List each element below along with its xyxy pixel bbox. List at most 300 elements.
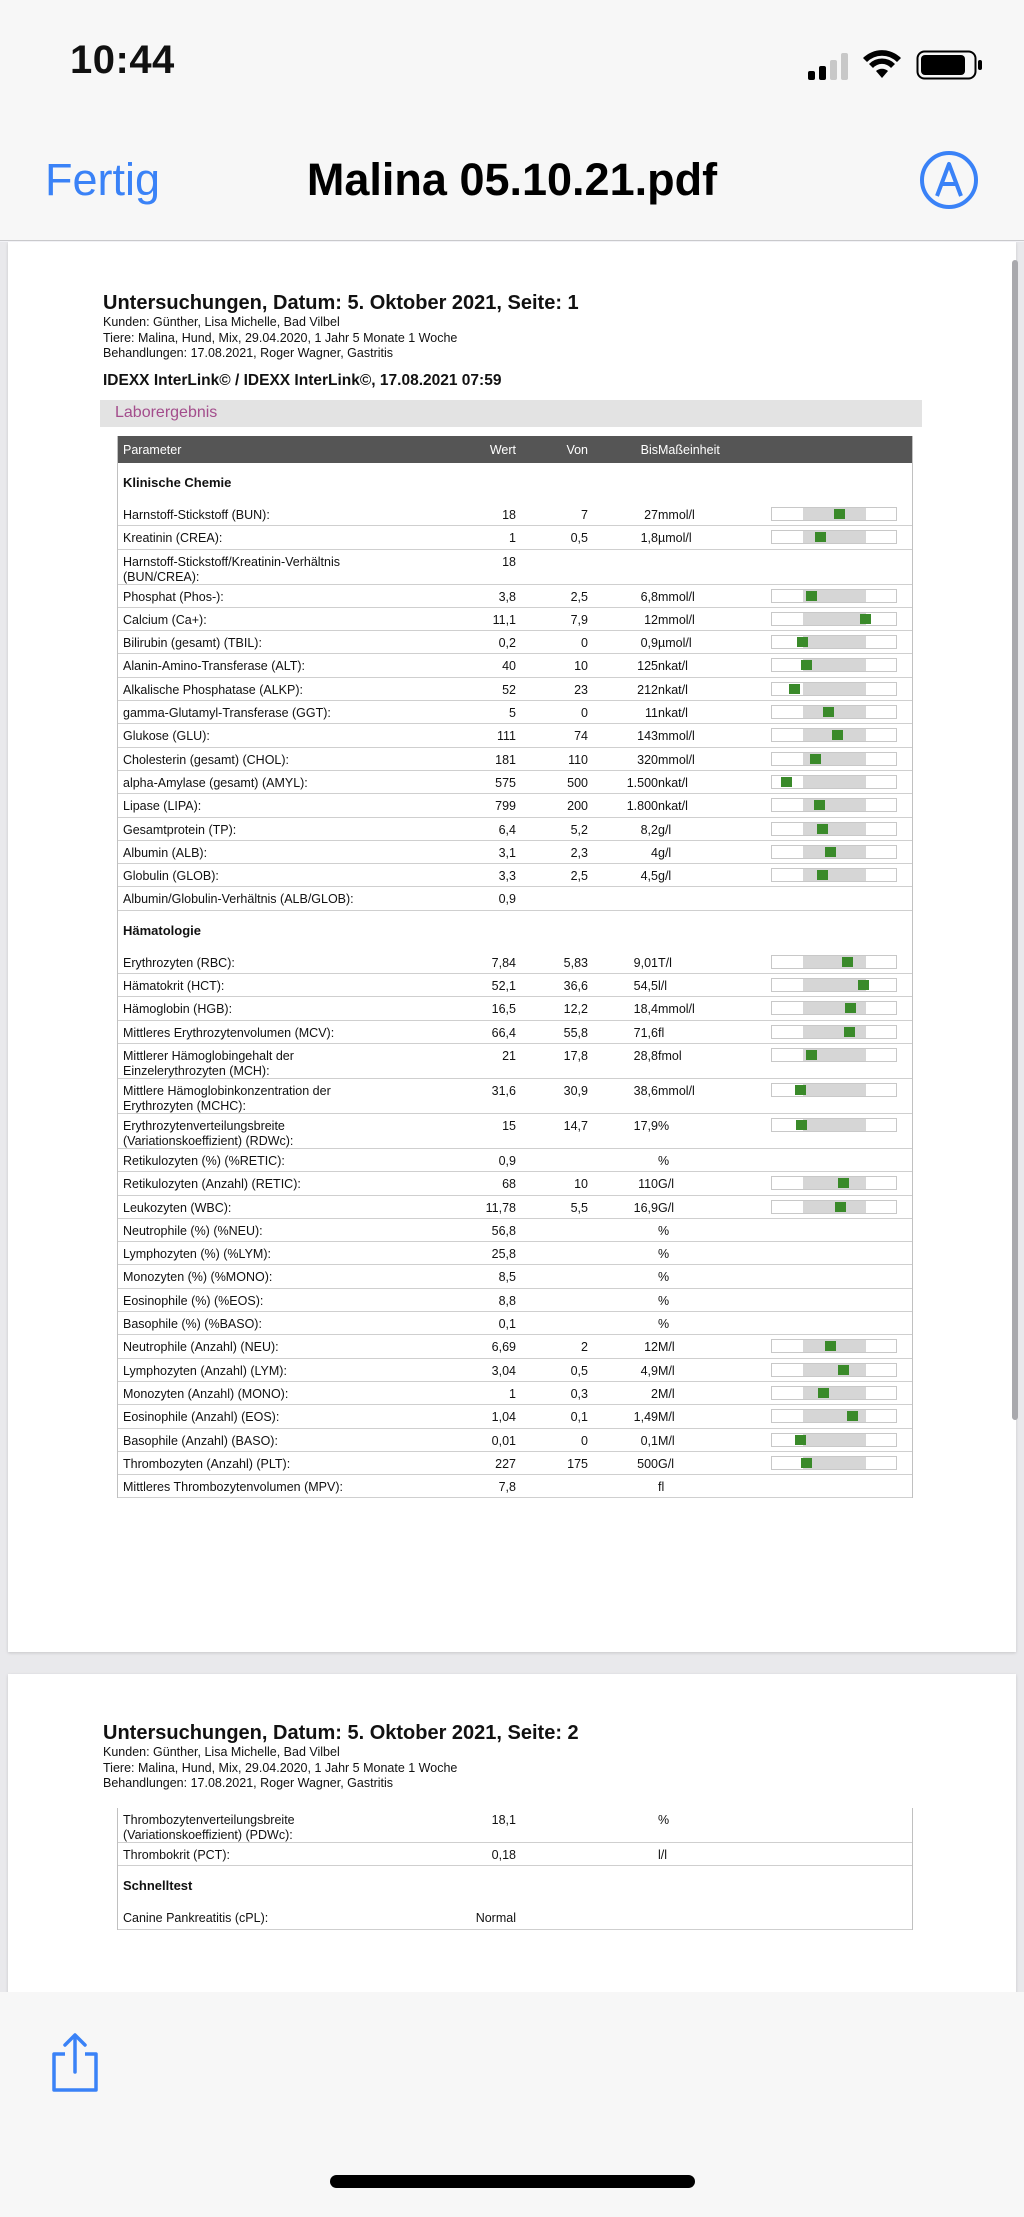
result-value: 52,1: [491, 979, 516, 994]
result-value: Normal: [475, 1911, 516, 1926]
parameter-name: Monozyten (Anzahl) (MONO):: [123, 1386, 289, 1401]
table-row: [118, 1289, 912, 1312]
range-gauge: [771, 1386, 897, 1400]
range-gauge: [771, 705, 897, 719]
reference-range: [803, 531, 866, 543]
result-value: 3,3: [498, 869, 516, 884]
table-row: [118, 585, 912, 608]
result-value: 5: [509, 706, 516, 721]
lab-source: IDEXX InterLink© / IDEXX InterLink©, 17.08.2021 07:59: [103, 372, 502, 389]
range-from: 7,9: [570, 612, 588, 627]
range-from: 0,5: [570, 531, 588, 546]
table-row: [118, 1196, 912, 1219]
unit: mmol/l: [658, 1002, 695, 1017]
table-row: [118, 1242, 912, 1265]
range-to: 6,8: [640, 589, 658, 604]
range-gauge: [771, 635, 897, 649]
parameter-name: Alkalische Phosphatase (ALKP):: [123, 682, 303, 697]
value-marker: [845, 1003, 856, 1013]
range-gauge: [771, 775, 897, 789]
parameter-name: Mittleres Thrombozytenvolumen (MPV):: [123, 1480, 343, 1495]
range-to: 320: [637, 752, 658, 767]
result-value: 1: [509, 531, 516, 546]
parameter-name: Thrombozyten (Anzahl) (PLT):: [123, 1456, 291, 1471]
parameter-name: Neutrophile (%) (%NEU):: [123, 1223, 263, 1238]
unit: nkat/l: [658, 706, 688, 721]
range-from: 0: [581, 706, 588, 721]
unit: %: [658, 1317, 670, 1332]
range-to: 38,6: [633, 1083, 658, 1098]
range-to: 12: [644, 612, 658, 627]
result-value: 0,18: [491, 1848, 516, 1862]
unit: mmol/l: [658, 508, 695, 522]
parameter-name: Neutrophile (Anzahl) (NEU):: [123, 1340, 279, 1355]
lab-result-label: Laborergebnis: [115, 404, 218, 421]
range-from: 14,7: [563, 1118, 588, 1133]
unit: M/l: [658, 1340, 675, 1355]
table-row: [118, 1149, 912, 1172]
pdf-page-1: [8, 242, 1016, 1652]
reference-range: [803, 823, 866, 835]
unit: nkat/l: [658, 682, 688, 697]
lab-result-bar: [100, 400, 922, 427]
customer-line: Kunden: Günther, Lisa Michelle, Bad Vilbel: [103, 315, 340, 329]
parameter-name: Globulin (GLOB):: [123, 869, 219, 884]
pdf-document-view[interactable]: [0, 242, 1024, 1992]
table-row: [118, 1114, 912, 1149]
range-gauge: [771, 1001, 897, 1015]
unit: g/l: [658, 845, 672, 860]
unit: %: [658, 1270, 670, 1285]
unit: M/l: [658, 1386, 675, 1401]
header-to: Bis: [640, 443, 658, 457]
table-row: [118, 1429, 912, 1452]
range-to: 4: [651, 845, 658, 860]
range-to: 1,49: [633, 1410, 658, 1425]
table-row: [118, 864, 912, 887]
value-marker: [801, 1458, 812, 1468]
reference-range: [803, 706, 866, 718]
result-value: 3,8: [498, 589, 516, 604]
unit: g/l: [658, 869, 672, 884]
parameter-name: Mittleres Erythrozytenvolumen (MCV):: [123, 1025, 335, 1040]
unit: l/l: [658, 979, 668, 994]
page-title: Untersuchungen, Datum: 5. Oktober 2021, Seite: 1: [103, 292, 579, 314]
page-title: Untersuchungen, Datum: 5. Oktober 2021, Seite: 2: [103, 1722, 579, 1744]
range-from: 5,83: [563, 955, 588, 970]
lab-results-table: [117, 1808, 913, 1930]
table-row: [118, 678, 912, 701]
reference-range: [803, 1177, 866, 1189]
value-marker: [823, 707, 834, 717]
result-value: 7,8: [498, 1480, 516, 1495]
range-from: 30,9: [563, 1083, 588, 1098]
range-from: 17,8: [563, 1048, 588, 1063]
table-row: [118, 1452, 912, 1475]
parameter-name: Thrombozytenverteilungsbreite (Variationskoeffizient) (PDWc):: [123, 1813, 295, 1842]
unit: %: [658, 1293, 670, 1308]
range-from: 2,5: [570, 869, 588, 884]
range-to: 18,4: [633, 1002, 658, 1017]
range-from: 10: [574, 1177, 588, 1192]
unit: mmol/l: [658, 612, 695, 627]
animal-line: Tiere: Malina, Hund, Mix, 29.04.2020, 1 Jahr 5 Monate 1 Woche: [103, 1760, 458, 1775]
range-from: 10: [574, 659, 588, 674]
result-value: 0,2: [498, 636, 516, 651]
parameter-name: Erythrozytenverteilungsbreite (Variationskoeffizient) (RDWc):: [123, 1118, 294, 1148]
table-row: [118, 654, 912, 677]
result-value: 181: [495, 752, 516, 767]
result-value: 11,1: [492, 612, 516, 627]
range-to: 11: [645, 706, 658, 721]
unit: M/l: [658, 1433, 675, 1448]
unit: %: [658, 1223, 670, 1238]
unit: %: [658, 1118, 670, 1133]
section-title: Schnelltest: [123, 1878, 193, 1894]
value-marker: [844, 1027, 855, 1037]
range-gauge: [771, 1456, 897, 1470]
table-row: [118, 1265, 912, 1288]
reference-range: [803, 979, 866, 991]
result-value: 6,69: [491, 1340, 516, 1355]
lab-results-table: [117, 436, 913, 1498]
range-to: 1,8: [640, 531, 658, 546]
value-marker: [801, 660, 812, 670]
parameter-name: Kreatinin (CREA):: [123, 531, 223, 546]
table-row: [118, 1172, 912, 1195]
range-to: 212: [637, 682, 658, 697]
result-value: 575: [495, 775, 516, 790]
unit: G/l: [658, 1177, 674, 1192]
result-value: 3,04: [491, 1363, 516, 1378]
header-unit: Maßeinheit: [658, 443, 720, 457]
table-row: [118, 1359, 912, 1382]
value-marker: [815, 532, 826, 542]
reference-range: [803, 776, 866, 788]
result-value: 56,8: [491, 1223, 516, 1238]
result-value: 227: [495, 1456, 516, 1471]
range-from: 7: [581, 508, 588, 522]
range-to: 27: [644, 508, 658, 522]
result-value: 25,8: [491, 1247, 516, 1262]
value-marker: [806, 591, 817, 601]
page-header: [103, 292, 579, 362]
result-value: 18: [502, 508, 516, 522]
range-gauge: [771, 1363, 897, 1377]
result-value: 8,5: [498, 1270, 516, 1285]
range-from: 0,3: [570, 1386, 588, 1401]
range-from: 5,5: [570, 1200, 588, 1215]
value-marker: [795, 1085, 806, 1095]
range-from: 0: [581, 1433, 588, 1448]
unit: mmol/l: [658, 589, 695, 604]
result-value: 0,01: [491, 1433, 516, 1448]
range-from: 500: [567, 775, 588, 790]
done-button[interactable]: Fertig: [45, 154, 161, 205]
range-to: 9,01: [633, 955, 658, 970]
reference-range: [803, 1457, 866, 1469]
table-row: [118, 1021, 912, 1044]
range-gauge: [771, 1118, 897, 1132]
value-marker: [838, 1365, 849, 1375]
table-row: [118, 724, 912, 747]
home-indicator[interactable]: [330, 2175, 695, 2188]
reference-range: [803, 1364, 866, 1376]
pdf-page-2: [8, 1674, 1016, 1992]
range-to: 500: [637, 1456, 658, 1471]
table-row: [118, 1079, 912, 1114]
value-marker: [838, 1178, 849, 1188]
table-row: [118, 1044, 912, 1079]
range-gauge: [771, 752, 897, 766]
range-gauge: [771, 530, 897, 544]
parameter-name: Albumin/Globulin-Verhältnis (ALB/GLOB):: [123, 892, 354, 907]
result-value: 3,1: [498, 845, 516, 860]
range-gauge: [771, 1048, 897, 1062]
parameter-name: Glukose (GLU):: [123, 729, 210, 744]
table-row: [118, 1312, 912, 1335]
parameter-name: Basophile (Anzahl) (BASO):: [123, 1433, 278, 1448]
parameter-name: Albumin (ALB):: [123, 845, 208, 860]
unit: µmol/l: [658, 531, 692, 546]
range-gauge: [771, 1083, 897, 1097]
result-value: 1: [509, 1386, 516, 1401]
scroll-indicator[interactable]: [1012, 260, 1018, 1420]
unit: nkat/l: [658, 775, 688, 790]
result-value: 31,6: [491, 1083, 516, 1098]
parameter-name: Gesamtprotein (TP):: [123, 822, 237, 837]
status-bar: [0, 0, 1024, 120]
value-marker: [781, 777, 792, 787]
range-from: 2,3: [570, 845, 588, 860]
range-to: 17,9: [633, 1118, 658, 1133]
range-from: 200: [567, 799, 588, 814]
table-row: [118, 841, 912, 864]
range-from: 0: [581, 636, 588, 651]
range-from: 12,2: [563, 1002, 588, 1017]
range-gauge: [771, 589, 897, 603]
range-to: 0,9: [640, 636, 658, 651]
result-value: 21: [502, 1048, 516, 1063]
unit: µmol/l: [658, 636, 692, 651]
range-to: 12: [644, 1340, 658, 1355]
table-row: [118, 818, 912, 841]
reference-range: [803, 1026, 866, 1038]
range-gauge: [771, 1025, 897, 1039]
value-marker: [817, 870, 828, 880]
range-from: 2: [581, 1340, 588, 1355]
parameter-name: Eosinophile (%) (%EOS):: [123, 1293, 264, 1308]
result-value: 0,9: [498, 1153, 516, 1168]
range-to: 1.800: [626, 799, 658, 814]
range-gauge: [771, 612, 897, 626]
value-marker: [817, 824, 828, 834]
table-row: [118, 997, 912, 1020]
result-value: 799: [495, 799, 516, 814]
treatment-line: Behandlungen: 17.08.2021, Roger Wagner, Gastritis: [103, 1776, 394, 1790]
range-from: 110: [568, 752, 588, 767]
status-time: 10:44: [70, 38, 175, 82]
parameter-name: Eosinophile (Anzahl) (EOS):: [123, 1410, 280, 1425]
range-to: 54,5: [633, 979, 658, 994]
customer-line: Kunden: Günther, Lisa Michelle, Bad Vilbel: [103, 1745, 340, 1759]
result-value: 8,8: [498, 1293, 516, 1308]
reference-range: [803, 799, 866, 811]
range-from: 0,5: [570, 1363, 588, 1378]
range-gauge: [771, 658, 897, 672]
result-value: 1,04: [491, 1410, 516, 1425]
table-row: [118, 701, 912, 724]
share-icon[interactable]: [48, 2032, 102, 2094]
unit: mmol/l: [658, 752, 695, 767]
wifi-icon: [862, 50, 902, 80]
parameter-name: Harnstoff-Stickstoff/Kreatinin-Verhältnis (BUN/CREA):: [123, 554, 340, 584]
result-value: 7,84: [491, 955, 516, 970]
section-row: [118, 911, 912, 951]
range-to: 28,8: [633, 1048, 658, 1063]
battery-icon: [916, 50, 984, 80]
unit: G/l: [658, 1456, 674, 1471]
unit: g/l: [658, 822, 672, 837]
parameter-name: alpha-Amylase (gesamt) (AMYL):: [123, 775, 308, 790]
section-row: [118, 1866, 912, 1906]
range-gauge: [771, 868, 897, 882]
value-marker: [810, 754, 821, 764]
unit: fmol: [658, 1048, 682, 1063]
unit: M/l: [658, 1363, 675, 1378]
range-to: 4,5: [640, 869, 658, 884]
range-from: 23: [574, 682, 588, 697]
range-gauge: [771, 1339, 897, 1353]
value-marker: [860, 614, 871, 624]
header-value: Wert: [489, 443, 516, 457]
table-row: [118, 1335, 912, 1358]
table-row: [118, 887, 912, 910]
animal-line: Tiere: Malina, Hund, Mix, 29.04.2020, 1 Jahr 5 Monate 1 Woche: [103, 330, 458, 345]
table-row: [118, 1382, 912, 1405]
range-to: 8,2: [640, 822, 658, 837]
result-value: 6,4: [498, 822, 516, 837]
range-from: 55,8: [563, 1025, 588, 1040]
range-gauge: [771, 507, 897, 521]
value-marker: [797, 637, 808, 647]
range-to: 1.500: [626, 775, 658, 790]
range-gauge: [771, 955, 897, 969]
bottom-toolbar: [0, 1992, 1024, 2217]
value-marker: [806, 1050, 817, 1060]
value-marker: [825, 1341, 836, 1351]
value-marker: [834, 509, 845, 519]
range-from: 175: [567, 1456, 588, 1471]
reference-range: [803, 1434, 866, 1446]
range-from: 0,1: [570, 1410, 588, 1425]
parameter-name: Calcium (Ca+):: [123, 612, 207, 627]
unit: %: [658, 1813, 670, 1827]
table-row: [118, 1475, 912, 1498]
range-to: 71,6: [633, 1025, 658, 1040]
parameter-name: Mittlere Hämoglobinkonzentration der Erythrozyten (MCHC):: [123, 1083, 331, 1113]
table-row: [118, 503, 912, 526]
table-row: [118, 550, 912, 585]
value-marker: [858, 980, 869, 990]
reference-range: [803, 613, 866, 625]
unit: G/l: [658, 1200, 674, 1215]
parameter-name: Cholesterin (gesamt) (CHOL):: [123, 752, 290, 767]
range-gauge: [771, 1409, 897, 1423]
range-gauge: [771, 845, 897, 859]
page-header: [103, 1722, 579, 1792]
value-marker: [814, 800, 825, 810]
unit: M/l: [658, 1410, 675, 1425]
range-from: 74: [574, 729, 588, 744]
result-value: 18: [502, 554, 516, 569]
unit: %: [658, 1153, 670, 1168]
table-row: [118, 974, 912, 997]
result-value: 66,4: [491, 1025, 516, 1040]
reference-range: [803, 1002, 866, 1014]
result-value: 0,1: [498, 1317, 516, 1332]
navigation-bar: [0, 120, 1024, 241]
parameter-name: Lymphozyten (%) (%LYM):: [123, 1247, 271, 1262]
result-value: 0,9: [498, 892, 516, 907]
range-gauge: [771, 728, 897, 742]
section-title: Hämatologie: [123, 922, 202, 938]
range-to: 143: [637, 729, 658, 744]
reference-range: [803, 1387, 866, 1399]
range-to: 2: [651, 1386, 658, 1401]
range-to: 16,9: [633, 1200, 658, 1215]
result-value: 111: [496, 729, 516, 744]
range-to: 4,9: [640, 1363, 658, 1378]
parameter-name: Alanin-Amino-Transferase (ALT):: [123, 659, 306, 674]
reference-range: [803, 1119, 866, 1131]
value-marker: [796, 1120, 807, 1130]
reference-range: [803, 636, 866, 648]
parameter-name: Thrombokrit (PCT):: [123, 1848, 230, 1862]
table-row: [118, 1843, 912, 1866]
value-marker: [832, 730, 843, 740]
range-gauge: [771, 1433, 897, 1447]
unit: %: [658, 1247, 670, 1262]
table-header: [118, 436, 912, 463]
result-value: 52: [502, 682, 516, 697]
range-from: 36,6: [563, 979, 588, 994]
parameter-name: Hämatokrit (HCT):: [123, 979, 225, 994]
markup-pen-icon[interactable]: [919, 150, 979, 210]
range-to: 125: [637, 659, 658, 674]
table-row: [118, 608, 912, 631]
parameter-name: Canine Pankreatitis (cPL):: [123, 1911, 269, 1926]
parameter-name: Phosphat (Phos-):: [123, 589, 224, 604]
cellular-signal-icon: [808, 52, 848, 80]
header-from: Von: [566, 443, 588, 457]
table-row: [118, 748, 912, 771]
range-to: 0,1: [640, 1433, 658, 1448]
result-value: 16,5: [491, 1002, 516, 1017]
section-title: Klinische Chemie: [123, 475, 232, 490]
range-from: 2,5: [570, 589, 588, 604]
document-title: Malina 05.10.21.pdf: [306, 154, 718, 205]
result-value: 40: [502, 659, 516, 674]
parameter-name: Hämoglobin (HGB):: [123, 1002, 233, 1017]
unit: nkat/l: [658, 799, 688, 814]
reference-range: [803, 869, 866, 881]
table-row: [118, 631, 912, 654]
result-value: 18,1: [491, 1813, 516, 1827]
table-row: [118, 1808, 912, 1843]
reference-range: [803, 683, 866, 695]
header-parameter: Parameter: [123, 443, 182, 457]
